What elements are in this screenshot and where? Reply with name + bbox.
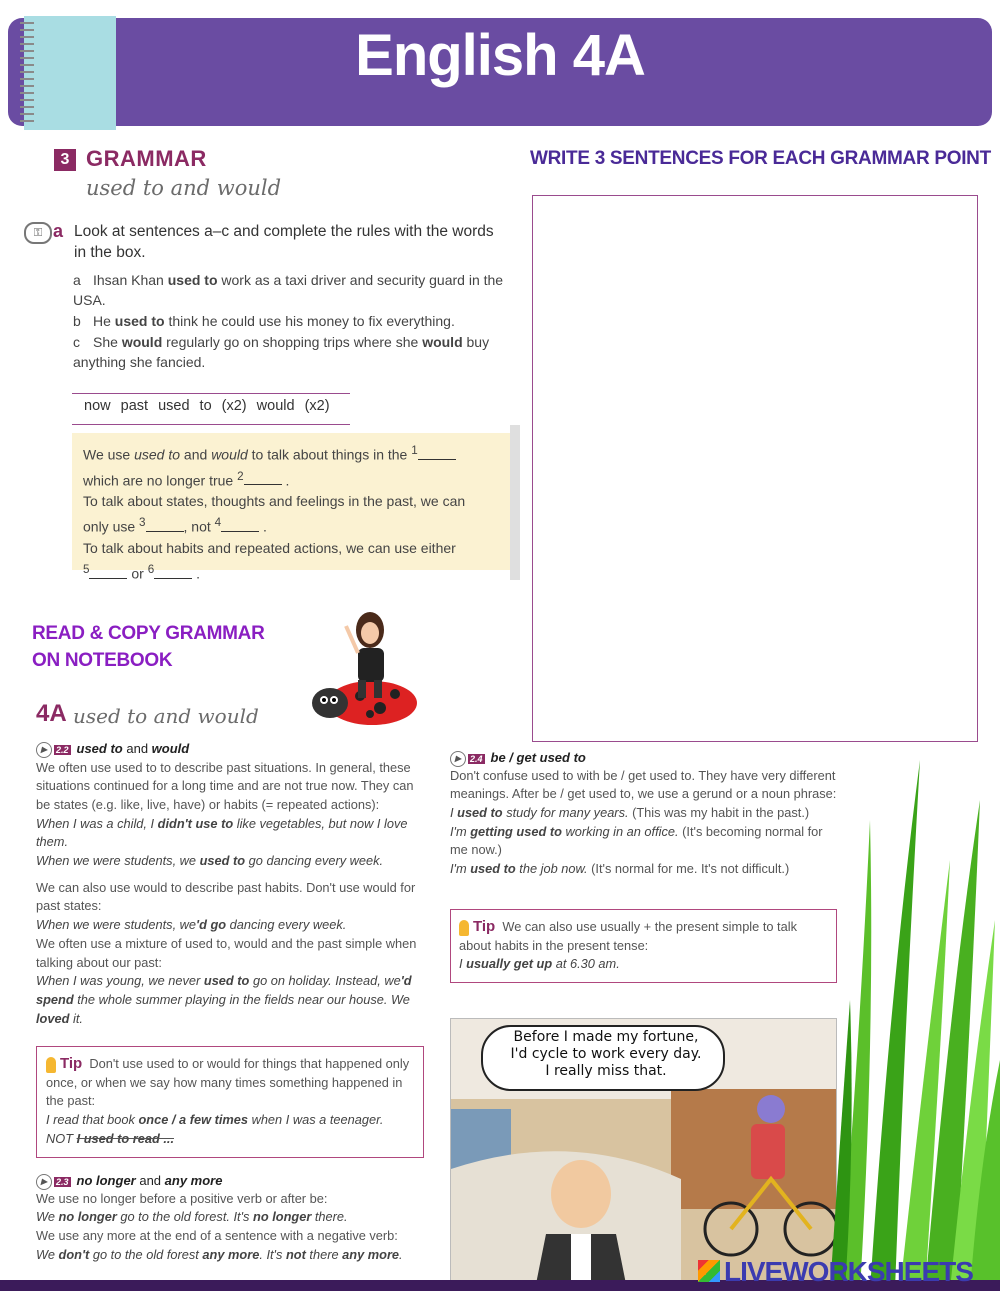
- ref-2-2-example-4: When I was young, we never used to go on holiday. Instead, we'd spend the whole summer playing in the fields near our house. We loved it.: [36, 973, 412, 1026]
- blank-6[interactable]: [154, 566, 192, 579]
- thumbs-up-icon: [459, 920, 469, 936]
- ref-2-4-heading: ▶ 2.4 be / get used to: [450, 750, 840, 767]
- ref-2-2-para-2: We can also use would to describe past habits. Don't use would for past states:: [36, 879, 416, 914]
- ref-2-2-block: [36, 741, 426, 1028]
- audio-play-icon[interactable]: ▶: [36, 1174, 52, 1190]
- ref-2-2-para-3: We often use a mixture of used to, would and the past simple when talking about our past:: [36, 935, 417, 970]
- example-sentence-c: c She would regularly go on shopping trips where she would buy anything she fancied.: [73, 334, 490, 370]
- exercise-instruction: Look at sentences a–c and complete the rules with the words in the box.: [74, 223, 494, 261]
- blank-2[interactable]: [244, 472, 282, 485]
- tip-left-content: Tip Don't use used to or would for things that happened only once, or when we say how many times something happened in the past: I read that book once / a few times when I was a teenager. NOT I used to read ...: [46, 1055, 410, 1146]
- read-copy-instruction: READ & COPY GRAMMAR ON NOTEBOOK: [32, 623, 265, 671]
- example-sentence-a: a Ihsan Khan used to work as a taxi driver and security guard in the USA.: [73, 272, 504, 308]
- ref-2-3-example-1: We no longer go to the old forest. It's no longer there.: [36, 1209, 348, 1225]
- blank-4[interactable]: [221, 519, 259, 532]
- section-number: 3: [54, 149, 76, 171]
- ref-2-2-para-1: We often use used to to describe past situations. In general, these situations continued for a long time and are not true now. They can be states (e.g. like, live, have) or habits (= repeated actions):: [36, 759, 414, 812]
- audio-play-icon[interactable]: ▶: [36, 742, 52, 758]
- grammar-subheading: used to and would: [86, 176, 282, 200]
- ref-2-4-block: [450, 750, 840, 879]
- tip-right-content: Tip We can also use usually + the present simple to talk about habits in the present tense: I usually get up at 6.30 am.: [459, 918, 797, 972]
- page-title: English 4A: [355, 23, 645, 88]
- cartoon-illustration: [450, 1018, 837, 1285]
- word-box-words: now past used to (x2) would (x2): [84, 398, 330, 414]
- example-sentence-b: b He used to think he could use his money to fix everything.: [73, 313, 455, 329]
- ref-2-2-example-3: When we were students, we'd go dancing every week.: [36, 917, 347, 933]
- thought-bubble-text: Before I made my fortune, I'd cycle to work every day. I really miss that.: [510, 1029, 702, 1079]
- write-sentences-title: WRITE 3 SENTENCES FOR EACH GRAMMAR POINT: [530, 148, 991, 169]
- blank-5[interactable]: [89, 566, 127, 579]
- grass-decoration-icon: [830, 740, 1000, 1290]
- thumbs-up-icon: [46, 1057, 56, 1073]
- ref-2-3-para-1: We use no longer before a positive verb or after be:: [36, 1190, 328, 1206]
- ref-2-4-example-3: I'm used to the job now. (It's normal for me. It's not difficult.): [450, 861, 790, 877]
- blank-1[interactable]: [418, 447, 456, 460]
- write-sentences-box[interactable]: [532, 195, 978, 742]
- liveworksheets-watermark: LIVEWORKSHEETS: [724, 1256, 973, 1287]
- photo-edge: [510, 425, 520, 580]
- ref-2-2-example-2: When we were students, we used to go dancing every week.: [36, 853, 384, 869]
- ref-2-3-block: [36, 1173, 436, 1264]
- ref-2-3-example-2: We don't go to the old forest any more. It's not there any more.: [36, 1246, 403, 1262]
- liveworksheets-logo-icon: [698, 1260, 720, 1282]
- ref-2-4-example-1: I used to study for many years. (This was my habit in the past.): [450, 804, 810, 820]
- audio-play-icon[interactable]: ▶: [450, 751, 466, 767]
- ref-2-3-para-2: We use any more at the end of a sentence with a negative verb:: [36, 1227, 398, 1243]
- ref-2-2-heading: ▶ 2.2 used to and would: [36, 741, 426, 758]
- blank-3[interactable]: [146, 519, 184, 532]
- section-4a-subtitle: used to and would: [73, 704, 259, 728]
- ref-2-4-example-2: I'm getting used to working in an office. (It's becoming normal for me now.): [450, 823, 823, 858]
- grammar-heading: GRAMMAR: [86, 146, 207, 171]
- rules-text: We use used to and would to talk about things in the $^1$ which are no longer true $^2$ . To talk about states, thoughts and feelings in the past, we can only use $^3$ , not $^4$ . To talk about habits and repeated actions, we can use either $^5$ or $^6$ .: [83, 444, 466, 582]
- ladybug-girl-icon: [300, 608, 425, 728]
- ref-2-3-heading: ▶ 2.3 no longer and any more: [36, 1173, 436, 1190]
- ref-2-2-example-1: When I was a child, I didn't use to like vegetables, but now I love them.: [36, 815, 408, 850]
- section-4a-label: 4A: [36, 700, 67, 727]
- ref-2-4-para-1: Don't confuse used to with be / get used to. They have very different meanings. After be / get used to, we use a gerund or a noun phrase:: [450, 767, 837, 802]
- exercise-letter: a: [53, 221, 64, 241]
- key-icon: ⚿: [24, 222, 52, 244]
